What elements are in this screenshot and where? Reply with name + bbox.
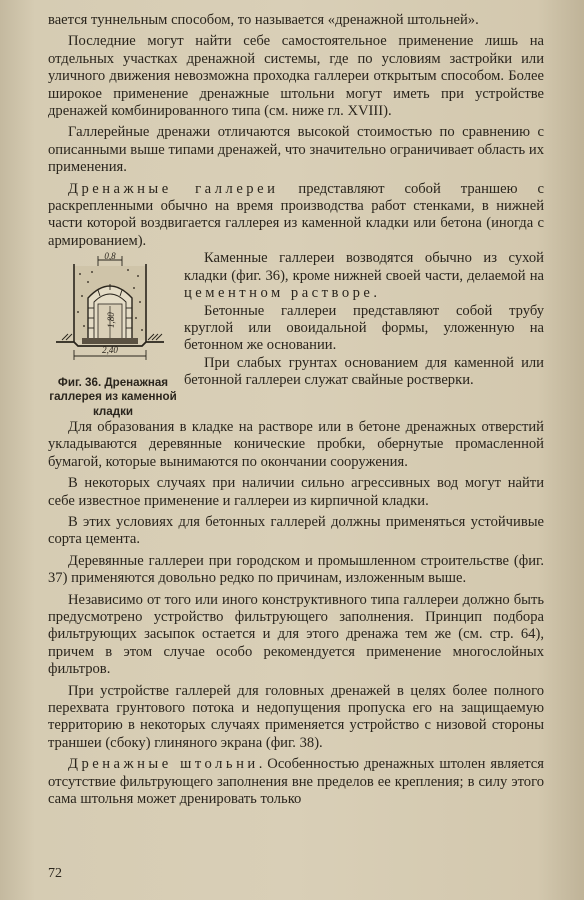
- paragraph-5-start: Каменные галлереи возводятся обычно из сухой кладки (фиг. 36), кроме нижней своей части, делаемой на: [184, 250, 544, 284]
- paragraph-11: Деревянные галлереи при городском и промышленном строительстве (фиг. 37) применяются довольно редко по причинам, изложенным выше.: [48, 552, 544, 587]
- spaced-term-drainage-galleries: Дренажные галлереи: [68, 180, 279, 197]
- paragraph-4-lead: [48, 181, 544, 251]
- page-number: 72: [48, 866, 62, 881]
- paragraph-13: При устройстве галлерей для головных дренажей в целях более полного перехвата грунтового потока и недопущения пропуска его на защищаемую территорию в некоторых случаях применяется устройство с низовой стороны траншеи (сбоку) глиняного экрана (фиг. 38).: [48, 682, 544, 751]
- dim-top-label: 0,8: [104, 252, 116, 262]
- paragraph-9: В некоторых случаях при наличии сильно агрессивных вод могут найти себе известное применение и галлереи из кирпичной кладки.: [48, 475, 544, 509]
- gallery-cross-section-drawing: [48, 252, 172, 368]
- paragraph-12: Независимо от того или иного конструктивного типа галлереи должно быть предусмотрено устройство фильтрующего заполнения. Принцип подбора фильтрующих засыпок остается и для этого дренажа тем же (см. стр. 64), причем в этом случае особо рекомендуется применение многослойных фильтров.: [48, 591, 544, 678]
- figure-caption: Фиг. 36. Дренажная галлерея из каменной кладки: [49, 376, 177, 418]
- paragraph-5: [184, 250, 544, 302]
- paragraph-5-end: .: [373, 285, 378, 302]
- page-text: [48, 12, 544, 808]
- dim-bottom-label: 2,40: [102, 345, 118, 356]
- figure-side-text: [184, 250, 544, 389]
- paragraph-7: При слабых грунтах основанием для каменной или бетонной галлереи служат свайные ростверки.: [184, 354, 544, 389]
- paragraph-2: Последние могут найти себе самостоятельное применение лишь на отдельных участках дренажной системы, где по условиям застройки или уличного движения невозможна проходка галлереи открытым способом. Более широкое применение дренажные штольни могут иметь при устройстве дренажей комбинированного типа (см. ниже гл. XVIII).: [48, 33, 544, 120]
- figure-with-text: [48, 250, 544, 419]
- paragraph-3: Галлерейные дренажи отличаются высокой стоимостью по сравнению с описанными выше типами дренажей, что значительно ограничивает область их применения.: [48, 124, 544, 176]
- paragraph-1: вается туннельным способом, то называется «дренажной штольней».: [48, 12, 479, 28]
- figure-36: [48, 250, 178, 419]
- paragraph-6: Бетонные галлереи представляют собой трубу круглой или овоидальной формы, уложенную на бетонном же основании.: [184, 302, 544, 354]
- spaced-term-cement-mortar: цементном растворе: [184, 285, 374, 302]
- paragraph-14: [48, 756, 544, 808]
- paragraph-10: В этих условиях для бетонных галлерей должны применяться устойчивые сорта цемента.: [48, 513, 544, 548]
- paragraph-4-lead-text: представляют собой траншею с раскрепленными обычно на время производства работ стенками, в нижней части которой воздвигается галлерея из каменной кладки или бетона (иногда с армированием).: [48, 180, 544, 249]
- dim-height-label: 1,80: [106, 312, 116, 329]
- paragraph-14-text: . Особенностью дренажных штолен является отсутствие фильтрующего заполнения вне пределов ее крепления; в силу этого сама штольня может дренировать только: [48, 756, 544, 808]
- paragraph-8: Для образования в кладке на растворе или в бетоне дренажных отверстий укладываются деревянные конические пробки, обернутые промасленной бумагой, которые вынимаются по окончании сооружения.: [48, 418, 544, 470]
- spaced-term-drainage-adits: Дренажные штольни: [68, 756, 259, 773]
